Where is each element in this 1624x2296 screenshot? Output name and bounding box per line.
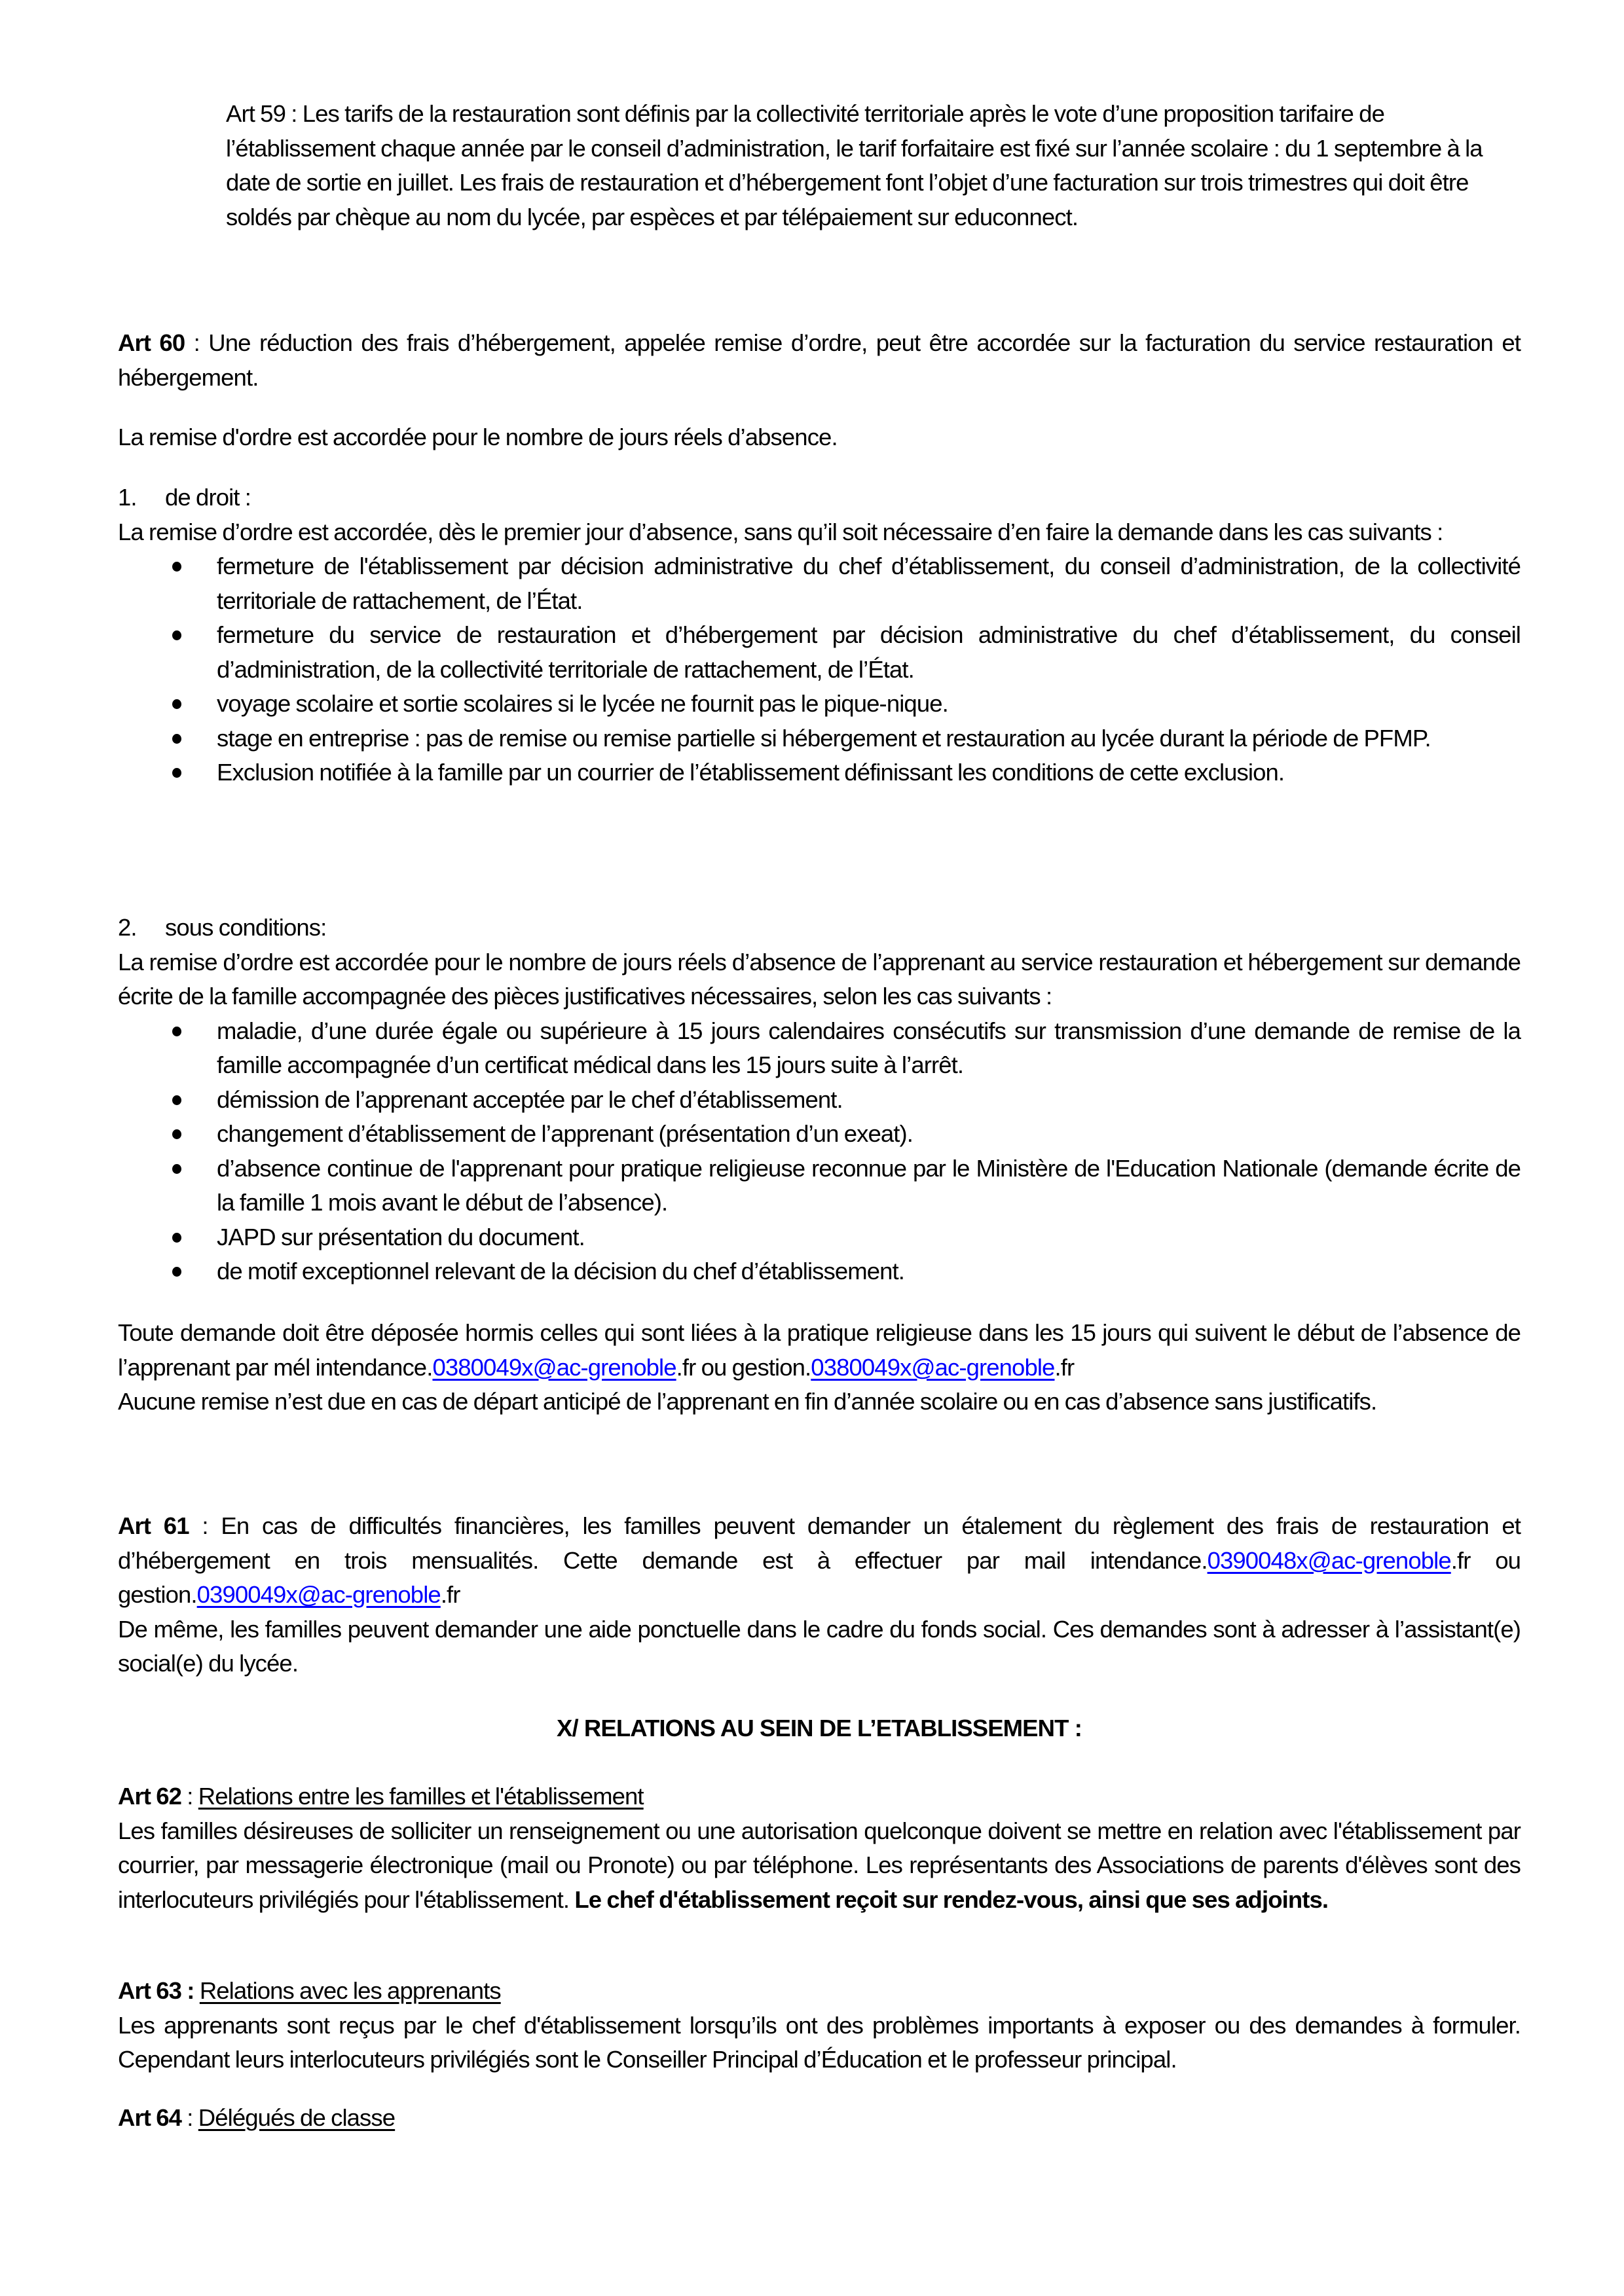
art63-label: Art 63 : (118, 1977, 194, 2004)
art60-intro (118, 420, 1521, 455)
email-link-intendance[interactable]: 0380049x@ac-grenoble (432, 1353, 676, 1381)
art63-title: Relations avec les apprenants (199, 1977, 501, 2004)
art62-label: Art 62 (118, 1783, 182, 1810)
art64-paragraph (118, 2101, 1521, 2136)
section1-title-line (118, 481, 1521, 515)
list-item (118, 1014, 1521, 1083)
list-item-text: voyage scolaire et sortie scolaires si le lycée ne fournit pas le pique-nique. (217, 690, 948, 717)
list-item (118, 1152, 1521, 1220)
art59-text: Art 59 : Les tarifs de la restauration sont définis par la collectivité territoriale après le vote d’une proposition tarifaire de l’établissement chaque année par le conseil d’administration, le tarif forfaitaire est fixé sur l’année scolaire : du 1 septembre à la date de sortie en juillet. Les frais de restauration et d’hébergement font l’objet d’une facturation sur trois trimestres qui doit être soldés par chèque au nom du lycée, par espèces et par télépaiement sur educonnect. (226, 100, 1483, 230)
bullet-icon (172, 699, 181, 709)
list-item-text: maladie, d’une durée égale ou supérieure à 15 jours calendaires consécutifs sur transmission d’une demande de remise de la famille accompagnée d’un certificat médical dans les 15 jours suite à l’arrêt. (217, 1017, 1521, 1078)
art61-text-end: .fr (440, 1581, 460, 1608)
request-text-end: .fr (1054, 1353, 1075, 1381)
section1-number: 1. (118, 484, 137, 511)
art59-paragraph (226, 97, 1522, 234)
list-item (118, 618, 1521, 687)
section2-number: 2. (118, 914, 137, 941)
art60-text: Une réduction des frais d’hébergement, appelée remise d’ordre, peut être accordée sur la facturation du service restauration et hébergement. (118, 329, 1521, 391)
list-item-text: de motif exceptionnel relevant de la décision du chef d’établissement. (217, 1258, 905, 1285)
section1-text: La remise d’ordre est accordée, dès le premier jour d’absence, sans qu’il soit nécessaire d’en faire la demande dans les cas suivants : (118, 518, 1443, 545)
art61-fund-text: De même, les familles peuvent demander une aide ponctuelle dans le cadre du fonds social. Ces demandes sont à adresser à l’assistant(e) social(e) du lycée. (118, 1615, 1521, 1677)
art62-bold-text: Le chef d'établissement reçoit sur rendez-vous, ainsi que ses adjoints. (574, 1886, 1329, 1913)
art64-title: Délégués de classe (198, 2104, 396, 2131)
bullet-icon (172, 1233, 181, 1243)
section2-title-line (118, 911, 1521, 945)
section1 (118, 481, 1521, 790)
bullet-icon (172, 768, 181, 778)
art61-text-mid: .fr ou gestion. (118, 1546, 1521, 1608)
request-text (118, 1316, 1521, 1385)
email-link-gestion[interactable]: 0380049x@ac-grenoble (811, 1353, 1055, 1381)
bullet-icon (172, 1095, 181, 1105)
section1-title: de droit : (165, 484, 251, 511)
list-item-text: stage en entreprise : pas de remise ou remise partielle si hébergement et restauration au lycée durant la période de PFMP. (217, 724, 1431, 752)
list-item-text: démission de l’apprenant acceptée par le chef d’établissement. (217, 1085, 843, 1113)
list-item (118, 1254, 1521, 1289)
art63-paragraph (118, 1974, 1521, 2077)
art63-sep (194, 1977, 200, 2004)
art64-label: Art 64 (118, 2104, 182, 2131)
art62-title: Relations entre les familles et l'établissement (198, 1783, 644, 1810)
list-item-text: fermeture du service de restauration et d’hébergement par décision administrative du chef d’établissement, du conseil d’administration, de la collectivité territoriale de rattachement, de l’État. (217, 621, 1521, 683)
request-text-before: Toute demande doit être déposée hormis celles qui sont liées à la pratique religieuse dans les 15 jours qui suivent le début de l’absence de l’apprenant par mél intendance. (118, 1319, 1521, 1381)
section-heading: X/ RELATIONS AU SEIN DE L’ETABLISSEMENT : (557, 1715, 1082, 1741)
art64-sep: : (181, 2104, 198, 2131)
art62-sep: : (181, 1783, 198, 1810)
list-item (118, 549, 1521, 618)
list-item-text: JAPD sur présentation du document. (217, 1223, 585, 1250)
bullet-icon (172, 1164, 181, 1174)
section2-title: sous conditions: (165, 914, 327, 941)
art60-intro-text: La remise d'ordre est accordée pour le nombre de jours réels d’absence. (118, 424, 838, 450)
email-link-intendance[interactable]: 0390048x@ac-grenoble (1207, 1546, 1451, 1574)
bullet-icon (172, 1129, 181, 1139)
list-item-text: changement d’établissement de l’apprenant (présentation d’un exeat). (217, 1120, 913, 1147)
list-item-text: d’absence continue de l'apprenant pour pratique religieuse reconnue par le Ministère de l'Education Nationale (demande écrite de la famille 1 mois avant le début de l’absence). (217, 1154, 1521, 1216)
art63-text: Les apprenants sont reçus par le chef d'établissement lorsqu’ils ont des problèmes importants à exposer ou des demandes à formuler. Cependant leurs interlocuteurs privilégiés sont le Conseiller Principal d’Éducation et le professeur principal. (118, 2011, 1521, 2073)
no-refund-text: Aucune remise n’est due en cas de départ anticipé de l’apprenant en fin d’année scolaire ou en cas d’absence sans justificatifs. (118, 1388, 1377, 1415)
list-item (118, 1220, 1521, 1255)
section2-list (118, 1014, 1521, 1289)
art61-label: Art 61 (118, 1512, 189, 1539)
list-item (118, 1083, 1521, 1118)
art60-label: Art 60 (118, 329, 185, 356)
bullet-icon (172, 1267, 181, 1277)
art60-paragraph (118, 326, 1521, 395)
art62-text: Les familles désireuses de solliciter un renseignement ou une autorisation quelconque doivent se mettre en relation avec l'établissement par courrier, par messagerie électronique (mail ou Pronote) ou par téléphone. Les représentants des Associations de parents d'élèves sont des interlocuteurs privilégiés pour l'établissement. (118, 1817, 1521, 1913)
section2 (118, 911, 1521, 1289)
art62-paragraph (118, 1779, 1521, 1917)
list-item (118, 721, 1521, 756)
email-link-gestion[interactable]: 0390049x@ac-grenoble (196, 1581, 441, 1608)
section2-text: La remise d’ordre est accordée pour le nombre de jours réels d’absence de l’apprenant au service restauration et hébergement sur demande écrite de la famille accompagnée des pièces justificatives nécessaires, selon les cas suivants : (118, 948, 1521, 1010)
section1-list (118, 549, 1521, 790)
art61-paragraph (118, 1509, 1521, 1681)
request-text-mid: .fr ou gestion. (676, 1353, 811, 1381)
art61-sep: : (189, 1512, 221, 1539)
bullet-icon (172, 734, 181, 744)
bullet-icon (172, 562, 181, 572)
request-paragraph (118, 1316, 1521, 1419)
bullet-icon (172, 1027, 181, 1036)
art61-text: En cas de difficultés financières, les familles peuvent demander un étalement du règlement des frais de restauration et d’hébergement en trois mensualités. Cette demande est à effectuer par mail intendance. (118, 1512, 1521, 1574)
art60-sep: : (185, 329, 209, 356)
list-item-text: Exclusion notifiée à la famille par un courrier de l’établissement définissant les conditions de cette exclusion. (217, 759, 1285, 786)
bullet-icon (172, 630, 181, 640)
list-item-text: fermeture de l'établissement par décision administrative du chef d’établissement, du conseil d’administration, de la collectivité territoriale de rattachement, de l’État. (217, 553, 1521, 614)
list-item (118, 756, 1521, 790)
list-item (118, 687, 1521, 721)
list-item (118, 1117, 1521, 1152)
